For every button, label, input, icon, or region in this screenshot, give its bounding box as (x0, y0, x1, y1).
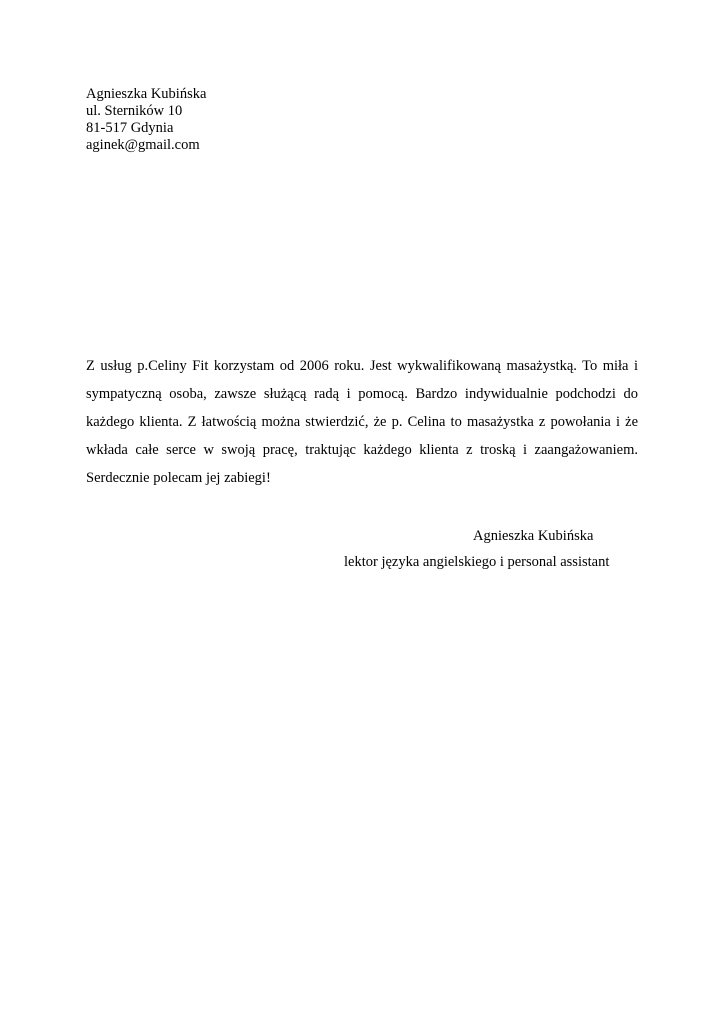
sender-address-block (86, 86, 206, 154)
signature-title: lektor języka angielskiego i personal assistant (344, 554, 610, 570)
sender-name: Agnieszka Kubińska (86, 86, 207, 102)
sender-email: aginek@gmail.com (86, 137, 200, 153)
signature-name: Agnieszka Kubińska (473, 528, 594, 544)
letter-body: Z usług p.Celiny Fit korzystam od 2006 roku. Jest wykwalifikowaną masażystką. To miła i sympatyczną osoba, zawsze służącą radą i pomocą. Bardzo indywidualnie podchodzi do każdego klienta. Z łatwością można stwierdzić, że p. Celina to masażystka z powołania i że wkłada całe serce w swoją pracę, traktując każdego klienta z troską i zaangażowaniem. Serdecznie polecam jej zabiegi! (86, 358, 638, 486)
sender-street: ul. Sterników 10 (86, 103, 183, 119)
sender-city: 81-517 Gdynia (86, 120, 174, 136)
